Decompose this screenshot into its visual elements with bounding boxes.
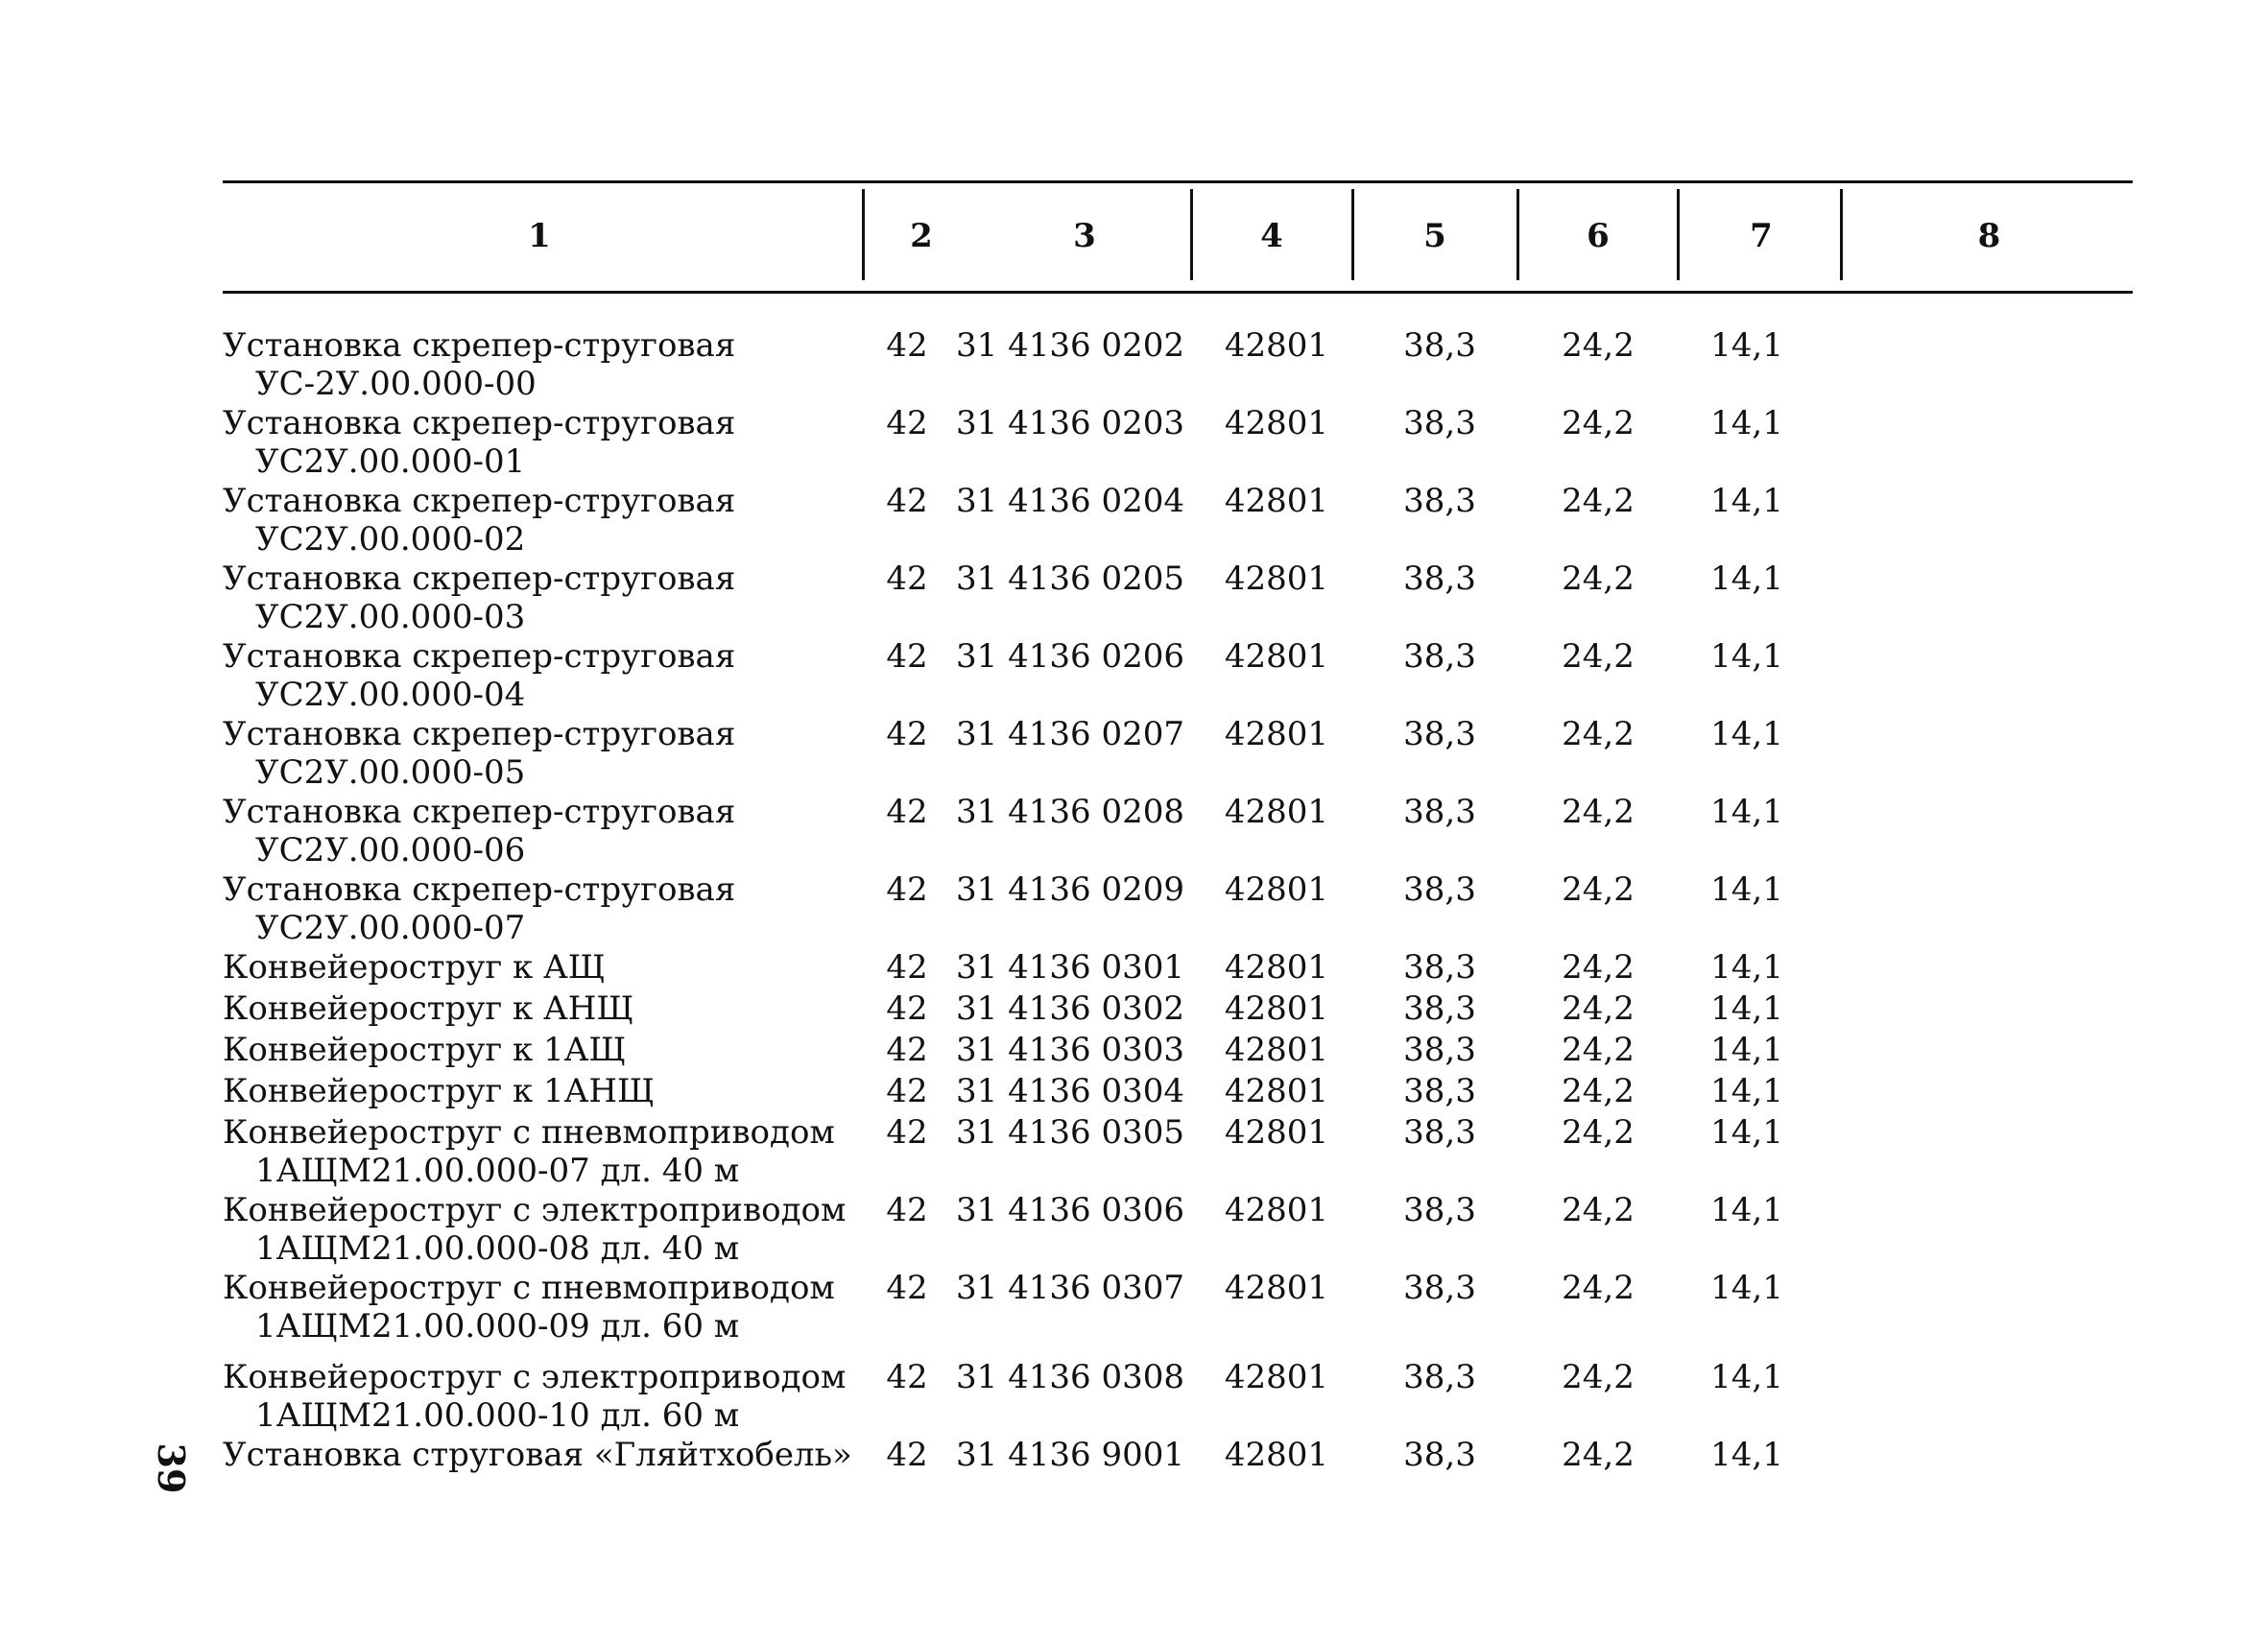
row-col-6: 24,2	[1562, 989, 1635, 1028]
row-name-line2: 1АЩМ21.00.000-08 дл. 40 м	[255, 1229, 740, 1268]
row-col-6: 24,2	[1562, 948, 1635, 987]
row-col-2: 42	[886, 715, 928, 753]
row-col-3: 31 4136 0301	[956, 948, 1184, 987]
row-col-5: 38,3	[1403, 948, 1476, 987]
row-col-5: 38,3	[1403, 989, 1476, 1028]
header-column-divider	[1351, 189, 1354, 280]
row-col-3: 31 4136 0207	[956, 715, 1184, 753]
row-col-7: 14,1	[1710, 1358, 1783, 1396]
row-col-7: 14,1	[1710, 1436, 1783, 1474]
table-row	[0, 637, 2268, 715]
row-col-4: 42801	[1224, 1113, 1329, 1152]
row-col-2: 42	[886, 1436, 928, 1474]
row-name	[223, 948, 837, 987]
header-col-3: 3	[1073, 217, 1096, 255]
row-name	[223, 870, 837, 947]
row-col-6: 24,2	[1562, 1113, 1635, 1152]
row-name	[223, 482, 837, 559]
row-name-line1: Конвейероструг к АЩ	[223, 948, 606, 987]
row-name-line2: УС2У.00.000-07	[255, 909, 526, 947]
row-name-line2: 1АЩМ21.00.000-07 дл. 40 м	[255, 1152, 740, 1190]
row-col-4: 42801	[1224, 715, 1329, 753]
row-col-7: 14,1	[1710, 1031, 1783, 1069]
row-col-3: 31 4136 0208	[956, 793, 1184, 831]
row-name-line1: Установка скрепер-струговая	[223, 793, 736, 831]
table-row	[0, 870, 2268, 948]
table-top-rule	[223, 180, 2133, 183]
row-col-4: 42801	[1224, 1072, 1329, 1110]
row-col-2: 42	[886, 989, 928, 1028]
row-name-line1: Конвейероструг к 1АЩ	[223, 1031, 627, 1069]
row-col-5: 38,3	[1403, 1436, 1476, 1474]
row-col-3: 31 4136 0308	[956, 1358, 1184, 1396]
header-col-8: 8	[1977, 217, 2001, 255]
row-name-line1: Конвейероструг с электроприводом	[223, 1191, 847, 1229]
row-name-line2: УС-2У.00.000-00	[255, 365, 537, 403]
row-col-3: 31 4136 0204	[956, 482, 1184, 520]
table-row	[0, 1113, 2268, 1191]
row-col-2: 42	[886, 1072, 928, 1110]
row-col-6: 24,2	[1562, 793, 1635, 831]
row-col-6: 24,2	[1562, 870, 1635, 909]
row-col-6: 24,2	[1562, 1191, 1635, 1229]
row-col-3: 31 4136 0303	[956, 1031, 1184, 1069]
table-row	[0, 1358, 2268, 1436]
row-name-line2: УС2У.00.000-02	[255, 520, 526, 559]
row-name	[223, 1113, 837, 1190]
header-column-divider	[1516, 189, 1519, 280]
row-name-line1: Конвейероструг с пневмоприводом	[223, 1269, 835, 1307]
row-name-line2: УС2У.00.000-04	[255, 676, 526, 714]
table-row	[0, 326, 2268, 404]
row-col-5: 38,3	[1403, 326, 1476, 365]
row-col-3: 31 4136 0306	[956, 1191, 1184, 1229]
row-col-6: 24,2	[1562, 326, 1635, 365]
row-col-5: 38,3	[1403, 637, 1476, 676]
table-header-rule	[223, 291, 2133, 294]
row-col-3: 31 4136 0304	[956, 1072, 1184, 1110]
row-col-5: 38,3	[1403, 870, 1476, 909]
row-col-6: 24,2	[1562, 1031, 1635, 1069]
row-name	[223, 1358, 847, 1435]
row-col-2: 42	[886, 1358, 928, 1396]
row-name	[223, 1436, 852, 1474]
header-col-4: 4	[1260, 217, 1283, 255]
row-col-6: 24,2	[1562, 1072, 1635, 1110]
row-name	[223, 1191, 847, 1268]
row-name-line1: Установка струговая «Гляйтхобель»	[223, 1436, 852, 1474]
table-row	[0, 1072, 2268, 1113]
table-row	[0, 560, 2268, 637]
row-col-6: 24,2	[1562, 560, 1635, 598]
row-col-2: 42	[886, 1031, 928, 1069]
row-col-7: 14,1	[1710, 870, 1783, 909]
row-col-3: 31 4136 0205	[956, 560, 1184, 598]
row-col-3: 31 4136 0302	[956, 989, 1184, 1028]
row-col-3: 31 4136 0209	[956, 870, 1184, 909]
row-col-5: 38,3	[1403, 1072, 1476, 1110]
row-name-line2: 1АЩМ21.00.000-09 дл. 60 м	[255, 1307, 740, 1345]
row-col-7: 14,1	[1710, 793, 1783, 831]
row-name-line1: Установка скрепер-струговая	[223, 560, 736, 598]
row-col-2: 42	[886, 404, 928, 442]
header-column-divider	[1840, 189, 1843, 280]
row-col-4: 42801	[1224, 637, 1329, 676]
row-col-5: 38,3	[1403, 1031, 1476, 1069]
row-col-3: 31 4136 0305	[956, 1113, 1184, 1152]
row-name	[223, 637, 837, 714]
row-name-line1: Конвейероструг с пневмоприводом	[223, 1113, 835, 1152]
header-col-1: 1	[528, 217, 551, 255]
row-col-7: 14,1	[1710, 948, 1783, 987]
header-col-5: 5	[1423, 217, 1446, 255]
row-col-2: 42	[886, 793, 928, 831]
row-name	[223, 1072, 837, 1110]
row-col-2: 42	[886, 1269, 928, 1307]
row-col-2: 42	[886, 637, 928, 676]
row-col-4: 42801	[1224, 1436, 1329, 1474]
row-name-line1: Конвейероструг к 1АНЩ	[223, 1072, 655, 1110]
row-col-5: 38,3	[1403, 1113, 1476, 1152]
row-col-7: 14,1	[1710, 1113, 1783, 1152]
table-row	[0, 989, 2268, 1031]
row-col-3: 31 4136 0206	[956, 637, 1184, 676]
row-col-3: 31 4136 0203	[956, 404, 1184, 442]
row-col-6: 24,2	[1562, 1436, 1635, 1474]
row-col-2: 42	[886, 1191, 928, 1229]
row-col-7: 14,1	[1710, 989, 1783, 1028]
row-col-4: 42801	[1224, 1191, 1329, 1229]
row-col-6: 24,2	[1562, 482, 1635, 520]
row-name-line1: Конвейероструг к АНЩ	[223, 989, 634, 1028]
page-number: 39	[150, 1442, 193, 1494]
row-name-line2: 1АЩМ21.00.000-10 дл. 60 м	[255, 1396, 740, 1435]
table-row	[0, 715, 2268, 793]
row-col-2: 42	[886, 948, 928, 987]
row-col-7: 14,1	[1710, 482, 1783, 520]
table-row	[0, 404, 2268, 482]
row-col-3: 31 4136 0307	[956, 1269, 1184, 1307]
row-name-line1: Установка скрепер-струговая	[223, 637, 736, 676]
row-col-2: 42	[886, 870, 928, 909]
row-name-line1: Установка скрепер-струговая	[223, 326, 736, 365]
row-name-line1: Конвейероструг с электроприводом	[223, 1358, 847, 1396]
row-name-line2: УС2У.00.000-05	[255, 753, 526, 792]
row-col-4: 42801	[1224, 326, 1329, 365]
row-col-7: 14,1	[1710, 1072, 1783, 1110]
row-col-5: 38,3	[1403, 1269, 1476, 1307]
row-col-6: 24,2	[1562, 1358, 1635, 1396]
table-row	[0, 948, 2268, 989]
row-col-5: 38,3	[1403, 1191, 1476, 1229]
header-col-7: 7	[1750, 217, 1773, 255]
row-col-7: 14,1	[1710, 560, 1783, 598]
row-col-5: 38,3	[1403, 404, 1476, 442]
row-col-4: 42801	[1224, 1031, 1329, 1069]
row-col-2: 42	[886, 482, 928, 520]
row-col-4: 42801	[1224, 989, 1329, 1028]
row-col-6: 24,2	[1562, 404, 1635, 442]
row-name	[223, 1269, 837, 1345]
row-col-5: 38,3	[1403, 793, 1476, 831]
row-col-2: 42	[886, 560, 928, 598]
table-row	[0, 1436, 2268, 1477]
row-name	[223, 404, 837, 481]
row-name-line1: Установка скрепер-струговая	[223, 870, 736, 909]
row-col-4: 42801	[1224, 1269, 1329, 1307]
row-col-5: 38,3	[1403, 1358, 1476, 1396]
table-row	[0, 1191, 2268, 1269]
row-col-3: 31 4136 0202	[956, 326, 1184, 365]
row-name-line1: Установка скрепер-струговая	[223, 482, 736, 520]
table-row	[0, 793, 2268, 870]
row-col-7: 14,1	[1710, 715, 1783, 753]
row-col-4: 42801	[1224, 948, 1329, 987]
header-column-divider	[1677, 189, 1680, 280]
header-col-2: 2	[910, 217, 933, 255]
row-name-line2: УС2У.00.000-01	[255, 442, 526, 481]
row-col-4: 42801	[1224, 560, 1329, 598]
table-row	[0, 1031, 2268, 1072]
row-col-2: 42	[886, 326, 928, 365]
row-col-4: 42801	[1224, 1358, 1329, 1396]
row-name	[223, 793, 837, 869]
header-column-divider	[1190, 189, 1193, 280]
row-name	[223, 326, 837, 403]
row-col-6: 24,2	[1562, 637, 1635, 676]
row-col-5: 38,3	[1403, 560, 1476, 598]
row-col-6: 24,2	[1562, 715, 1635, 753]
row-name	[223, 560, 837, 636]
row-name-line2: УС2У.00.000-06	[255, 831, 526, 869]
row-col-3: 31 4136 9001	[956, 1436, 1184, 1474]
table-row	[0, 482, 2268, 560]
row-col-7: 14,1	[1710, 1269, 1783, 1307]
row-name-line1: Установка скрепер-струговая	[223, 404, 736, 442]
row-col-7: 14,1	[1710, 326, 1783, 365]
row-col-7: 14,1	[1710, 637, 1783, 676]
row-name-line1: Установка скрепер-струговая	[223, 715, 736, 753]
row-name	[223, 715, 837, 792]
row-name	[223, 1031, 837, 1069]
row-col-5: 38,3	[1403, 715, 1476, 753]
row-name-line2: УС2У.00.000-03	[255, 598, 526, 636]
row-name	[223, 989, 837, 1028]
row-col-4: 42801	[1224, 793, 1329, 831]
row-col-7: 14,1	[1710, 404, 1783, 442]
row-col-4: 42801	[1224, 870, 1329, 909]
table-row	[0, 1269, 2268, 1358]
header-col-6: 6	[1587, 217, 1610, 255]
row-col-6: 24,2	[1562, 1269, 1635, 1307]
row-col-7: 14,1	[1710, 1191, 1783, 1229]
row-col-2: 42	[886, 1113, 928, 1152]
row-col-4: 42801	[1224, 404, 1329, 442]
table-body	[0, 326, 2268, 1477]
header-column-divider	[862, 189, 865, 280]
row-col-5: 38,3	[1403, 482, 1476, 520]
row-col-4: 42801	[1224, 482, 1329, 520]
